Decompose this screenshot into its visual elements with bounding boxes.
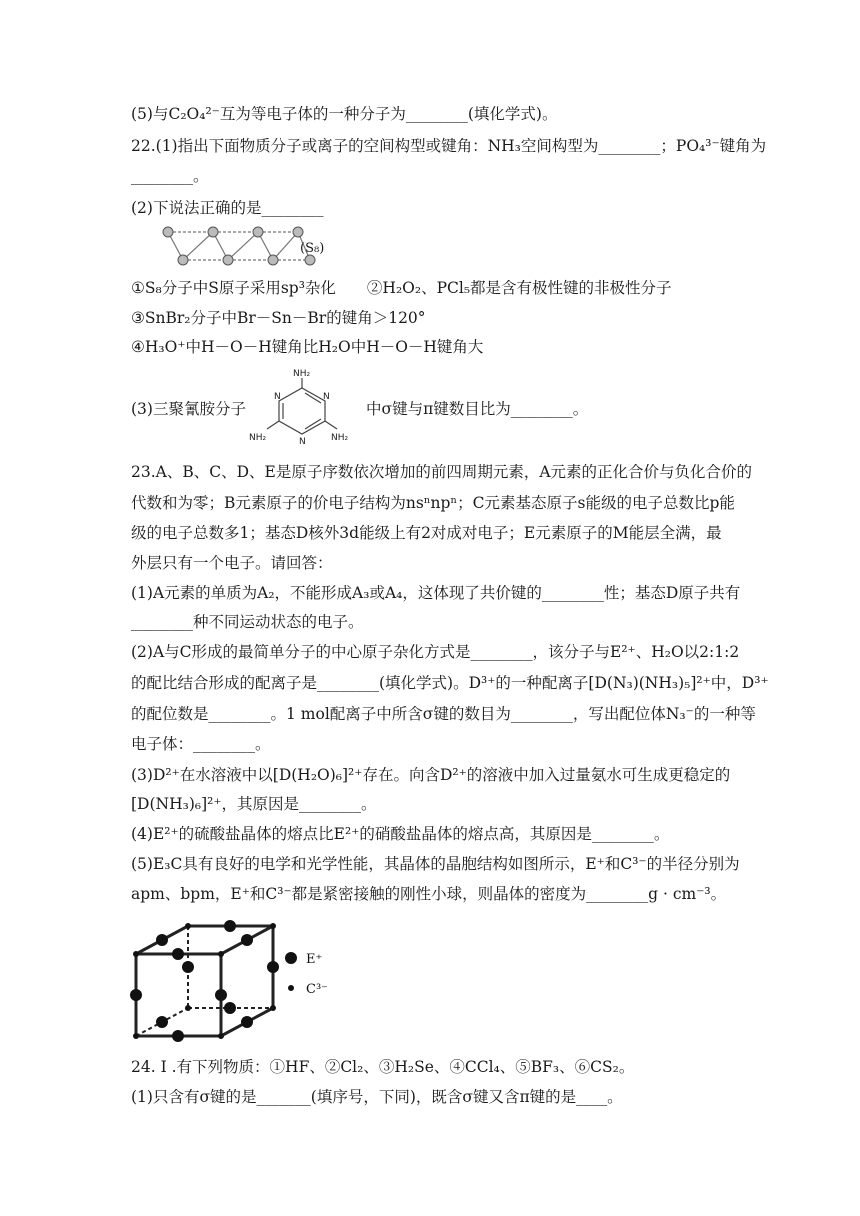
text-line: 23.A、B、C、D、E是原子序数依次增加的前四周期元素，A元素的正化合价与负化合价的	[131, 463, 753, 481]
text-line: 22.(1)指出下面物质分子或离子的空间构型或键角：NH₃空间构型为________；PO₄³⁻键角为	[131, 137, 767, 155]
text-line: (3)三聚氰胺分子	[131, 400, 246, 418]
text-line: (3)D²⁺在水溶液中以[D(H₂O)₆]²⁺存在。向含D²⁺的溶液中加入过量氨水可生成更稳定的	[131, 766, 731, 784]
text-line: 级的电子总数多1；基态D核外3d能级上有2对成对电子；E元素原子的M能层全满，最	[131, 524, 722, 542]
nh2-label: NH₂	[293, 369, 311, 379]
text-line: 代数和为零；B元素原子的价电子结构为nsⁿnpⁿ；C元素基态原子s能级的电子总数比p能	[131, 494, 735, 512]
ring-n-label: N	[323, 392, 330, 402]
text-line: ①S₈分子中S原子采用sp³杂化 ②H₂O₂、PCl₅都是含有极性键的非极性分子	[131, 279, 672, 297]
text-line: ③SnBr₂分子中Br－Sn－Br的键角＞120°	[131, 309, 426, 327]
text-line: (5)与C₂O₄²⁻互为等电子体的一种分子为________(填化学式)。	[131, 105, 558, 123]
text-line: (5)E₃C具有良好的电学和光学性能，其晶体的晶胞结构如图所示，E⁺和C³⁻的半径分别为	[131, 855, 740, 873]
text-line: ________。	[131, 167, 209, 185]
nh2-label: NH₂	[331, 433, 349, 443]
legend-c-label: C³⁻	[306, 982, 329, 997]
text-line: (2)A与C形成的最简单分子的中心原子杂化方式是________，该分子与E²⁺、H₂O以2:1:2	[131, 643, 740, 661]
s8-molecule-figure	[158, 222, 338, 272]
text-line: ________种不同运动状态的电子。	[131, 613, 364, 631]
text-line: (4)E²⁺的硫酸盐晶体的熔点比E²⁺的硝酸盐晶体的熔点高，其原因是________。	[131, 825, 670, 843]
melamine-structure-figure	[245, 366, 360, 448]
text-line: 电子体：________。	[131, 735, 271, 753]
text-line: 中σ键与π键数目比为________。	[366, 400, 589, 418]
text-line: 24. I .有下列物质：①HF、②Cl₂、③H₂Se、④CCl₄、⑤BF₃、⑥CS₂。	[131, 1058, 635, 1076]
text-line: (1)只含有σ键的是_______(填序号，下同)，既含σ键又含π键的是____。	[131, 1088, 623, 1106]
text-line: ④H₃O⁺中H－O－H键角比H₂O中H－O－H键角大	[131, 338, 484, 356]
text-line: [D(NH₃)₆]²⁺，其原因是________。	[131, 795, 377, 813]
text-line: 的配位数是________。1 mol配离子中所含σ键的数目为________，写出配位体N₃⁻的一种等	[131, 705, 756, 723]
text-line: (1)A元素的单质为A₂，不能形成A₃或A₄，这体现了共价键的________性；基态D原子共有	[131, 584, 741, 602]
ring-n-label: N	[274, 392, 281, 402]
text-line: 的配比结合形成的配离子是________(填化学式)。D³⁺的一种配离子[D(N₃)(NH₃)₅]²⁺中，D³⁺	[131, 674, 769, 692]
ring-n-label: N	[299, 437, 306, 447]
crystal-cell-figure	[128, 916, 358, 1046]
text-line: (2)下说法正确的是________	[131, 199, 324, 217]
legend-e-label: E⁺	[306, 952, 323, 967]
nh2-label: NH₂	[249, 433, 267, 443]
text-line: 外层只有一个电子。请回答：	[131, 554, 333, 572]
text-line: apm、bpm，E⁺和C³⁻都是紧密接触的刚性小球，则晶体的密度为________g · cm⁻³。	[131, 885, 727, 903]
s8-label: (S₈)	[300, 241, 325, 256]
